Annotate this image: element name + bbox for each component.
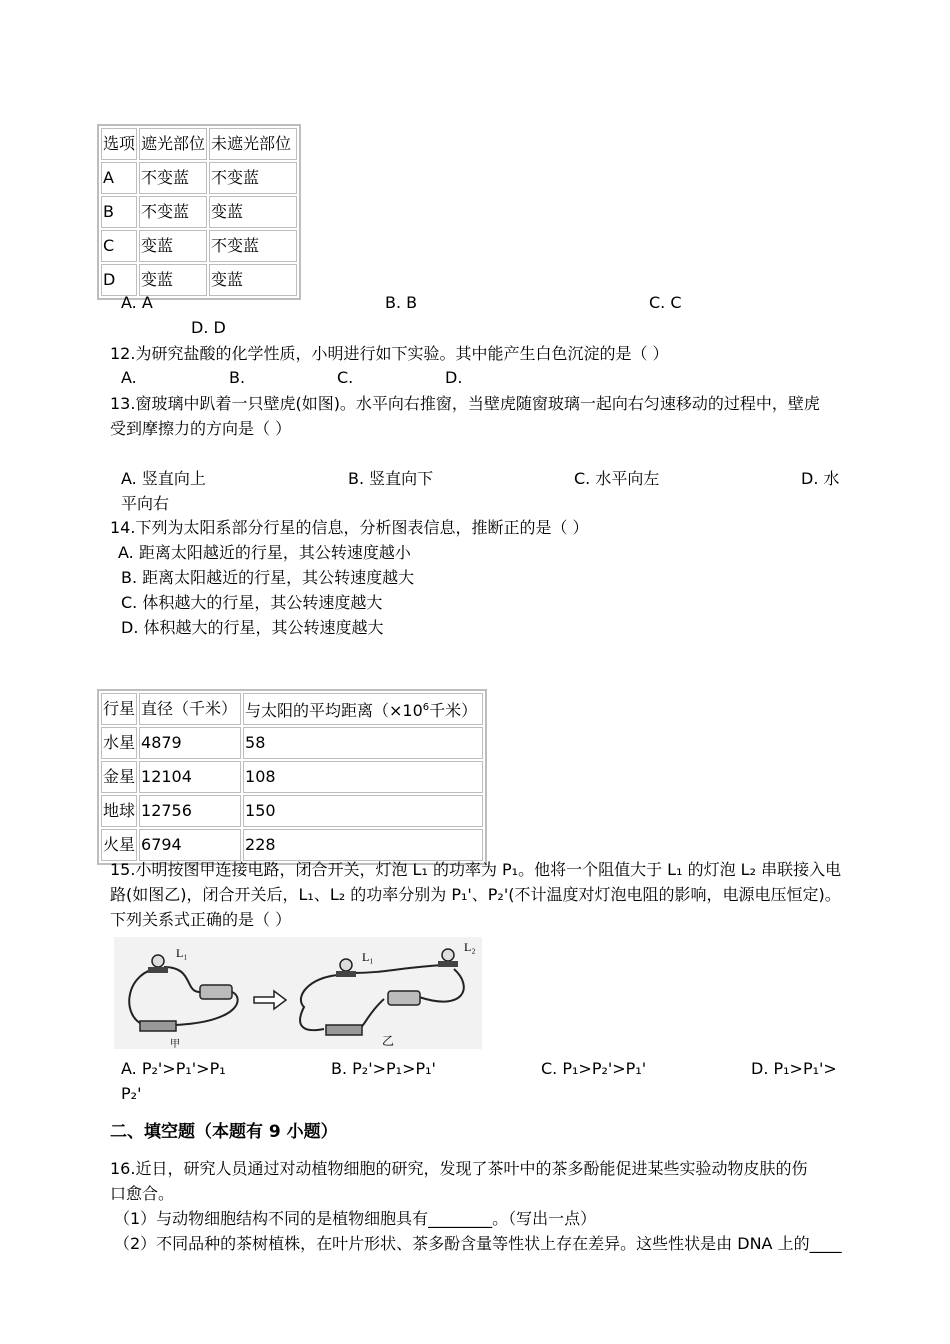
q15-question-line1: 15.小明按图甲连接电路，闭合开关，灯泡 L₁ 的功率为 P₁。他将一个阻值大于 L₁ 的灯泡 L₂ 串联接入电 [110, 860, 842, 879]
distance-header-prefix: 与太阳的平均距离（×10 [245, 700, 423, 720]
table-row [101, 795, 483, 827]
q15-question-line3: 下列关系式正确的是（ ） [110, 910, 292, 929]
q13-option-d-continued: 平向右 [121, 494, 170, 513]
q13-option-b[interactable]: B. 竖直向下 [348, 469, 434, 488]
q14-option-b[interactable]: B. 距离太阳越近的行星，其公转速度越大 [121, 568, 415, 587]
table-cell: 变蓝 [209, 264, 297, 296]
q11-option-d[interactable]: D. D [191, 318, 226, 337]
q15-option-c[interactable]: C. P₁>P₂'>P₁' [541, 1059, 647, 1078]
q14-option-a[interactable]: A. 距离太阳越近的行星，其公转速度越小 [118, 543, 411, 562]
label-l1-jia: L₁ [176, 946, 188, 960]
table-cell: A [101, 162, 137, 194]
table-cell: 水星 [101, 727, 137, 759]
table-cell: 108 [243, 761, 483, 793]
q11-option-b[interactable]: B. B [385, 293, 418, 312]
bulb-icon [148, 955, 168, 973]
q13-option-d[interactable]: D. 水 [801, 469, 840, 488]
table-cell: 12756 [139, 795, 241, 827]
q14-option-c[interactable]: C. 体积越大的行星，其公转速度越大 [121, 593, 383, 612]
arrow-icon [254, 991, 286, 1009]
label-l1-yi: L₁ [362, 950, 374, 964]
circuit-diagram [114, 937, 482, 1049]
q14-option-d[interactable]: D. 体积越大的行星，其公转速度越大 [121, 618, 384, 637]
q16-subquestion-1[interactable]: （1）与动物细胞结构不同的是植物细胞具有________。（写出一点） [114, 1209, 597, 1228]
bulb-icon [438, 949, 458, 967]
q12-option-d[interactable]: D. [445, 368, 463, 387]
table-cell: 变蓝 [139, 264, 207, 296]
label-jia: 甲 [170, 1039, 180, 1049]
distance-header-suffix: 千米） [429, 700, 478, 720]
q12-option-a[interactable]: A. [121, 368, 137, 387]
table-cell: C [101, 230, 137, 262]
q13-option-a[interactable]: A. 竖直向上 [121, 469, 206, 488]
table-row [101, 761, 483, 793]
table-cell: 火星 [101, 829, 137, 861]
table-cell: 12104 [139, 761, 241, 793]
table-cell: 变蓝 [209, 196, 297, 228]
table-cell: 变蓝 [139, 230, 207, 262]
table-cell: 地球 [101, 795, 137, 827]
table-cell: 不变蓝 [139, 162, 207, 194]
q13-question-line1: 13.窗玻璃中趴着一只壁虎(如图)。水平向右推窗，当壁虎随窗玻璃一起向右匀速移动的过程中，壁虎 [110, 394, 820, 413]
table-cell: 不变蓝 [209, 162, 297, 194]
q11-option-c[interactable]: C. C [649, 293, 682, 312]
section-heading: 二、填空题（本题有 9 小题） [110, 1122, 338, 1142]
battery-icon [200, 985, 232, 999]
switch-icon [326, 1025, 362, 1035]
q15-option-a[interactable]: A. P₂'>P₁'>P₁ [121, 1059, 226, 1078]
q11-option-a[interactable]: A. A [121, 293, 153, 312]
circuit-figure [114, 937, 482, 1049]
q12-option-b[interactable]: B. [229, 368, 246, 387]
switch-icon [140, 1021, 176, 1031]
table-cell: 金星 [101, 761, 137, 793]
q15-option-b[interactable]: B. P₂'>P₁>P₁' [331, 1059, 436, 1078]
table-row [101, 230, 297, 262]
table-cell: 不变蓝 [139, 196, 207, 228]
table-cell: 不变蓝 [209, 230, 297, 262]
q15-option-d-continued: P₂' [121, 1084, 142, 1103]
table-row [101, 196, 297, 228]
q13-option-c[interactable]: C. 水平向左 [574, 469, 660, 488]
planet-table [97, 689, 487, 865]
label-yi: 乙 [382, 1034, 395, 1048]
table-cell: 228 [243, 829, 483, 861]
table-cell: 6794 [139, 829, 241, 861]
table-cell: 4879 [139, 727, 241, 759]
table-header-cell: 直径（千米） [139, 693, 241, 725]
table-header-cell [243, 693, 483, 725]
q15-option-d[interactable]: D. P₁>P₁'> [751, 1059, 837, 1078]
table-cell: 150 [243, 795, 483, 827]
q13-question-line2: 受到摩擦力的方向是（ ） [110, 419, 292, 438]
distance-header-exponent: 6 [422, 701, 430, 713]
q14-question: 14.下列为太阳系部分行星的信息，分析图表信息，推断正的是（ ） [110, 518, 589, 537]
q12-question: 12.为研究盐酸的化学性质，小明进行如下实验。其中能产生白色沉淀的是（ ） [110, 344, 669, 363]
table-row [101, 162, 297, 194]
table-row [101, 727, 483, 759]
q12-option-c[interactable]: C. [337, 368, 354, 387]
q15-question-line2: 路(如图乙)，闭合开关后，L₁、L₂ 的功率分别为 P₁'、P₂'(不计温度对灯泡电阻的影响，电源电压恒定)。 [110, 885, 841, 904]
battery-icon [388, 991, 420, 1005]
q11-table [97, 124, 301, 300]
table-row [101, 264, 297, 296]
table-header-cell: 行星 [101, 693, 137, 725]
q16-question-line1: 16.近日，研究人员通过对动植物细胞的研究，发现了茶叶中的茶多酚能促进某些实验动物皮肤的伤 [110, 1159, 808, 1178]
table-cell: D [101, 264, 137, 296]
table-row [101, 829, 483, 861]
q16-question-line2: 口愈合。 [110, 1184, 175, 1203]
table-header-cell: 遮光部位 [139, 128, 207, 160]
table-header-cell: 未遮光部位 [209, 128, 297, 160]
table-header-row [101, 128, 297, 160]
bulb-icon [336, 959, 356, 977]
label-l2-yi: L₂ [464, 940, 476, 954]
table-cell: B [101, 196, 137, 228]
table-header-cell: 选项 [101, 128, 137, 160]
q16-subquestion-2[interactable]: （2）不同品种的茶树植株，在叶片形状、茶多酚含量等性状上存在差异。这些性状是由 DNA 上的____ [114, 1234, 842, 1253]
table-cell: 58 [243, 727, 483, 759]
table-header-row [101, 693, 483, 725]
